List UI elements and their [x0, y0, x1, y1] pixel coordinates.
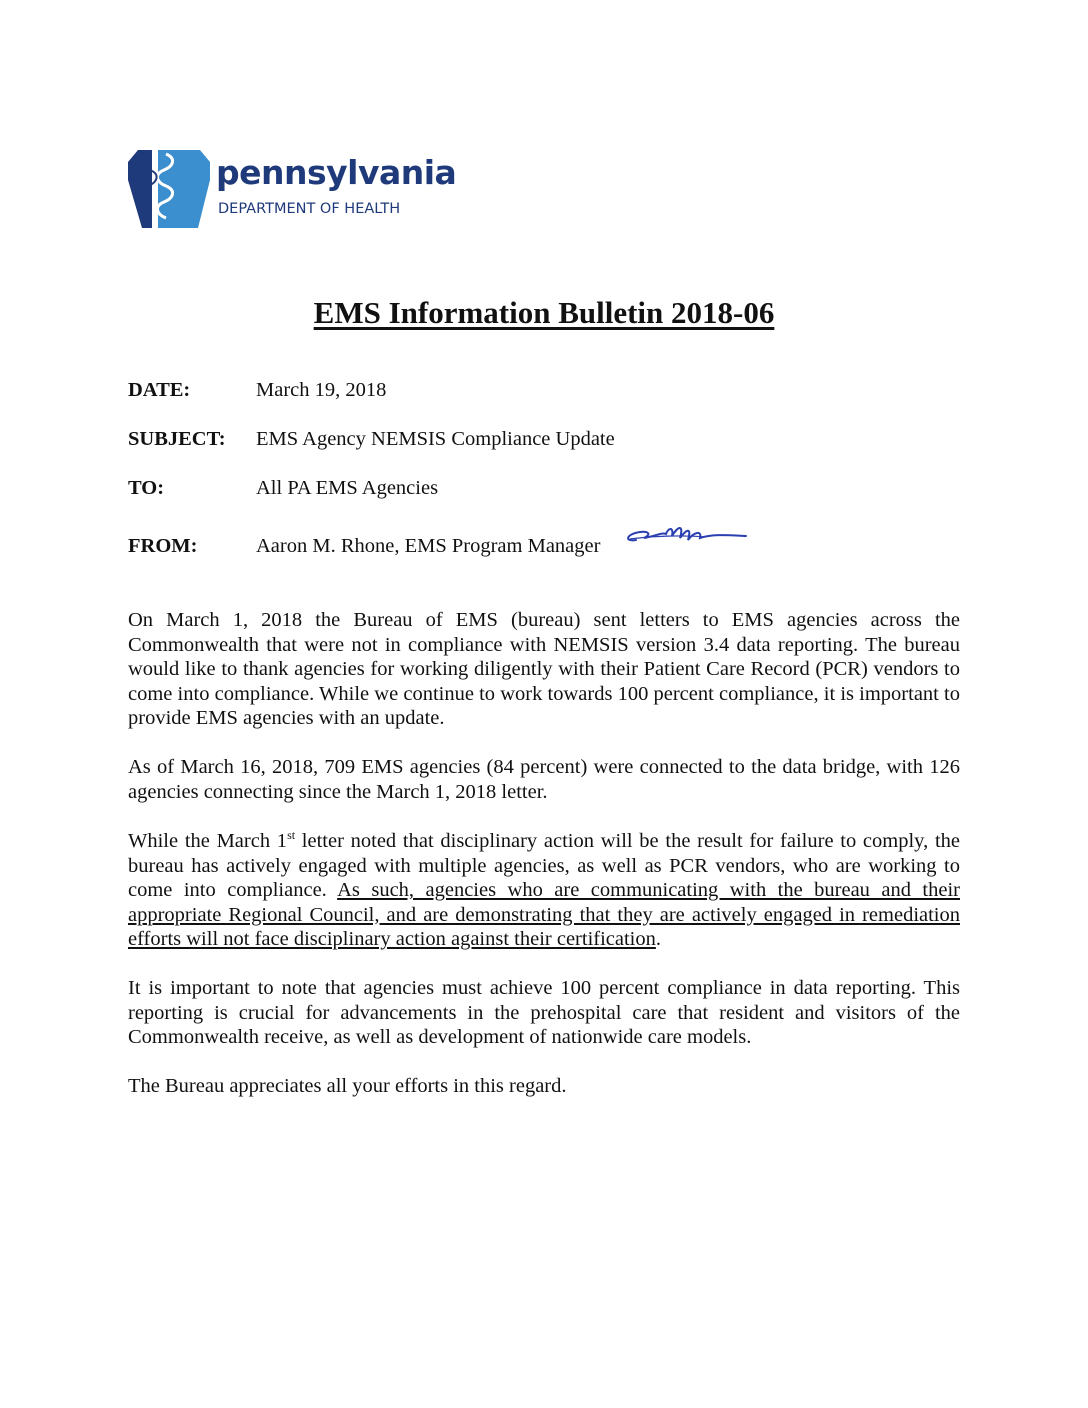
from-value: Aaron M. Rhone, EMS Program Manager: [256, 535, 601, 557]
to-label: TO:: [128, 477, 165, 499]
to-value: All PA EMS Agencies: [256, 477, 439, 499]
bulletin-title: EMS Information Bulletin 2018-06: [313, 295, 775, 330]
paragraph-2: As of March 16, 2018, 709 EMS agencies (84 percent) were connected to the data bridge, with 126 agencies connecting since the March 1, 2018 letter.: [128, 756, 960, 803]
paragraph-4: It is important to note that agencies must achieve 100 percent compliance in data reporting. This reporting is crucial for advancements in the prehospital care that resident and visitors of the Commonwealth receive, as well as development of nationwide care models.: [128, 977, 960, 1048]
ordinal-suffix: st: [287, 828, 296, 842]
subject-value: EMS Agency NEMSIS Compliance Update: [256, 428, 615, 450]
keystone-logo-icon: [128, 150, 210, 228]
department-logo: [128, 150, 458, 230]
paragraph-3-underlined: As such, agencies who are communicating with the bureau and their appropriate Regional Council, and are demonstrating that they are actively engaged in remediation efforts will not face disciplinary action against their certification: [128, 879, 960, 950]
subject-label: SUBJECT:: [128, 428, 226, 450]
paragraph-3-end: .: [655, 928, 661, 950]
date-label: DATE:: [128, 379, 191, 401]
logo-subtitle: DEPARTMENT OF HEALTH: [218, 201, 401, 217]
paragraph-3-start: While the March 1: [128, 830, 288, 852]
paragraph-3-middle: letter noted that disciplinary action will be the result for failure to comply, the bureau has actively engaged with multiple agencies, as well as PCR vendors, who are working to come into compliance.: [128, 830, 960, 901]
date-value: March 19, 2018: [256, 379, 387, 401]
paragraph-3: [128, 829, 960, 952]
signature-icon: [622, 522, 752, 552]
from-label: FROM:: [128, 535, 198, 557]
paragraph-1: On March 1, 2018 the Bureau of EMS (bureau) sent letters to EMS agencies across the Commonwealth that were not in compliance with NEMSIS version 3.4 data reporting. The bureau would like to thank agencies for working diligently with their Patient Care Record (PCR) vendors to come into compliance. While we continue to work towards 100 percent compliance, it is important to provide EMS agencies with an update.: [128, 609, 960, 729]
logo-wordmark: pennsylvania: [216, 153, 457, 192]
paragraph-5: The Bureau appreciates all your efforts in this regard.: [128, 1075, 567, 1097]
